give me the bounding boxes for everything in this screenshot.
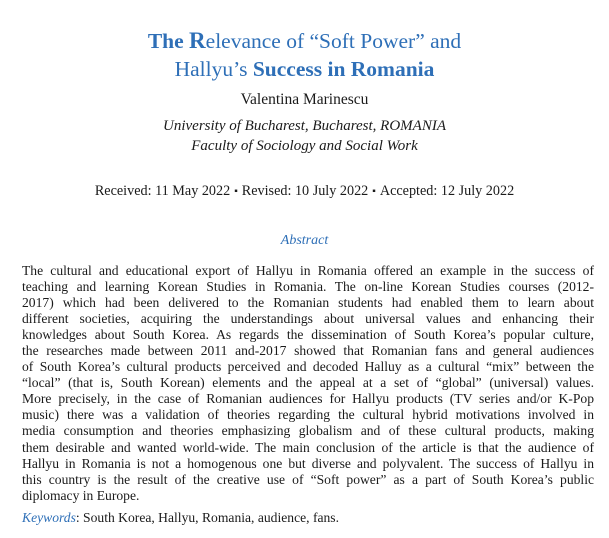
affiliation xyxy=(0,116,609,156)
title-word-the: The xyxy=(147,29,184,53)
abstract-line: diplomacy in Europe. xyxy=(22,487,140,503)
title-word-hallyus: Hallyu’s xyxy=(174,57,248,81)
abstract-body xyxy=(22,263,594,504)
abstract-line: More precisely, in the case of Romanian audiences for Hallyu products (TV series and/or K-Pop xyxy=(22,391,594,407)
date-separator: ▪ xyxy=(234,186,238,197)
keywords-label: Keywords xyxy=(22,510,76,525)
abstract-line: music) there was a validation of theories regarding the cultural hybrid motivations involved in xyxy=(22,407,594,423)
abstract-line: the researches made between 2011 and-2017 showed that Romanian fans and general audiences xyxy=(22,343,594,359)
abstract-line: of South Korea’s cultural products perceived and decoded Halluy as a cultural “mix” between the xyxy=(22,359,594,375)
paper-title xyxy=(0,27,609,83)
title-line-1 xyxy=(0,27,609,55)
title-letter-r: R xyxy=(189,28,206,53)
publication-dates xyxy=(0,181,609,203)
affiliation-university: University of Bucharest, Bucharest, ROMANIA xyxy=(163,118,446,134)
title-text-relevance: elevance of “Soft Power” and xyxy=(205,29,462,53)
date-accepted: Accepted: 12 July 2022 xyxy=(379,183,515,199)
abstract-line: different societies, acquiring the understandings about universal values and enhancing their xyxy=(22,311,594,327)
abstract-line: The cultural and educational export of Hallyu in Romania offered an example in the success of xyxy=(22,263,594,278)
author-name: Valentina Marinescu xyxy=(240,91,369,108)
abstract-line: 2017) which had been delivered to the Romanian students had enabled them to learn about xyxy=(22,295,594,311)
abstract-line: knowledges about South Korea. As regards the dissemination of South Korea’s popular culture, xyxy=(22,327,594,343)
keywords-list: : South Korea, Hallyu, Romania, audience, fans. xyxy=(75,510,339,525)
date-separator: ▪ xyxy=(372,186,376,197)
title-line-2 xyxy=(0,55,609,83)
title-text-success: Success in Romania xyxy=(252,57,435,81)
abstract-line: Hallyu in Romania is not a homogenous one but diverse and polyvalent. The success of Hallyu in xyxy=(22,455,594,471)
abstract-line: this country is the result of the creative use of “Soft power” as a part of South Korea’s public xyxy=(22,471,594,487)
date-revised: Revised: 10 July 2022 xyxy=(241,183,369,199)
abstract-line: “local” (that is, South Korean) elements and the appeal at a set of “global” (universal) values. xyxy=(22,375,594,391)
abstract-line: teaching and learning Korean Studies in Romania. The on-line Korean Studies courses (2012- xyxy=(22,279,594,295)
abstract-heading: Abstract xyxy=(280,233,329,248)
date-received: Received: 11 May 2022 xyxy=(94,183,231,199)
keywords xyxy=(22,509,594,527)
abstract-line: them desirable and wanted world-wide. The main conclusion of the article is that the audience of xyxy=(22,439,594,455)
abstract-line: media consumption and theories emphasizing globalism and of these cultural products, making xyxy=(22,423,594,439)
affiliation-faculty: Faculty of Sociology and Social Work xyxy=(191,138,418,154)
